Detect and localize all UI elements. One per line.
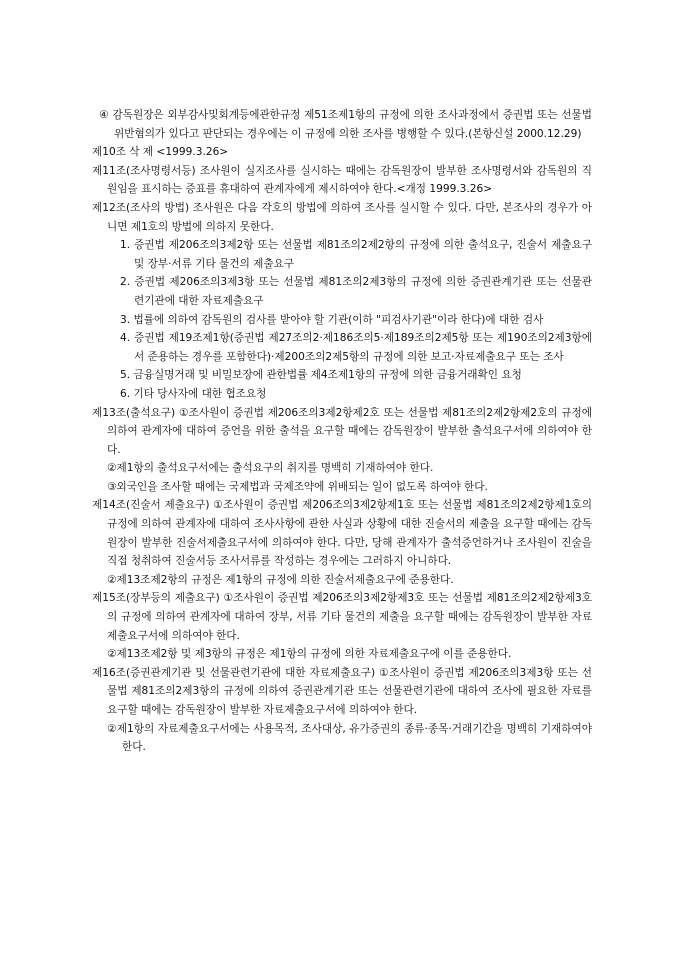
document-body bbox=[92, 106, 592, 757]
paragraph: 2. 증권법 제206조의3제3항 또는 선물법 제81조의2제3항의 규정에 의한 증권관계기관 또는 선물관련기관에 대한 자료제출요구 bbox=[120, 276, 592, 307]
paragraph: ②제13조제2항 및 제3항의 규정은 제1항의 규정에 의한 자료제출요구에 이를 준용한다. bbox=[107, 648, 512, 661]
paragraph: 6. 기타 당사자에 대한 협조요청 bbox=[120, 387, 267, 400]
paragraph: 제14조(진술서 제출요구) ①조사원이 증권법 제206조의3제2항제1호 또는 선물법 제81조의2제2항제1호의 규정에 의하여 관계자에 대하여 조사사항에 관한 사실과 상황에 대한 진술서의 제출을 요구할 때에는 감독원장이 발부한 진술서제출요구서에 의하여야 한다. 다만, 당해 관계자가 출석증언하거나 조사원이 진술을 직접 청취하여 진술서등 조사서류를 작성하는 경우에는 그러하지 아니하다. bbox=[92, 499, 592, 568]
paragraph: ④ 감독원장은 외부감사및회계등에관한규정 제51조제1항의 규정에 의한 조사과정에서 증권법 또는 선물법 위반혐의가 있다고 판단되는 경우에는 이 규정에 의한 조사를 병행할 수 있다.(본항신설 2000.12.29) bbox=[99, 109, 592, 140]
paragraph: ③외국인을 조사할 때에는 국제법과 국제조약에 위배되는 일이 없도록 하여야 한다. bbox=[107, 480, 488, 493]
paragraph: 3. 법률에 의하여 감독원의 검사를 받아야 할 기관(이하 "피검사기관"이라 한다)에 대한 검사 bbox=[120, 313, 544, 326]
paragraph: ②제13조제2항의 규정은 제1항의 규정에 의한 진술서제출요구에 준용한다. bbox=[107, 573, 454, 586]
paragraph: 제13조(출석요구) ①조사원이 증권법 제206조의3제2항제2호 또는 선물법 제81조의2제2항제2호의 규정에 의하여 관계자에 대하여 증언을 위한 출석을 요구할 때에는 감독원장이 발부한 출석요구서에 의하여야 한다. bbox=[92, 406, 592, 456]
paragraph: 제11조(조사명령서등) 조사원이 실지조사를 실시하는 때에는 감독원장이 발부한 조사명령서와 감독원의 직원임을 표시하는 증표를 휴대하여 관계자에게 제시하여야 한다.<개정 1999.3.26> bbox=[92, 164, 592, 196]
paragraph: ②제1항의 출석요구서에는 출석요구의 취지를 명백히 기재하여야 한다. bbox=[107, 462, 434, 475]
paragraph: 5. 금융실명거래 및 비밀보장에 관한법률 제4조제1항의 규정에 의한 금융거래확인 요청 bbox=[120, 369, 522, 382]
paragraph: 1. 증권법 제206조의3제2항 또는 선물법 제81조의2제2항의 규정에 의한 출석요구, 진술서 제출요구 및 장부·서류 기타 물건의 제출요구 bbox=[120, 239, 592, 270]
paragraph: 제10조 삭 제 <1999.3.26> bbox=[92, 146, 229, 159]
paragraph: 제16조(증권관계기관 및 선물관련기관에 대한 자료제출요구) ①조사원이 증권법 제206조의3제3항 또는 선물법 제81조의2제3항의 규정에 의하여 증권관계기관 또는 선물관련기관에 대하여 조사에 필요한 자료를 요구할 때에는 감독원장이 발부한 자료제출요구서에 의하여야 한다. bbox=[92, 666, 592, 716]
paragraph: 제15조(장부등의 제출요구) ①조사원이 증권법 제206조의3제2항제3호 또는 선물법 제81조의2제2항제3호의 규정에 의하여 관계자에 대하여 장부, 서류 기타 물건의 제출을 요구할 때에는 감독원장이 발부한 자료제출요구서에 의하여야 한다. bbox=[92, 592, 592, 642]
paragraph: ②제1항의 자료제출요구서에는 사용목적, 조사대상, 유가증권의 종류·종목·거래기간을 명백히 기재하여야 한다. bbox=[107, 722, 592, 754]
paragraph: 제12조(조사의 방법) 조사원은 다음 각호의 방법에 의하여 조사를 실시할 수 있다. 다만, 본조사의 경우가 아니면 제1호의 방법에 의하지 못한다. bbox=[92, 201, 592, 233]
paragraph: 4. 증권법 제19조제1항(증권법 제27조의2·제186조의5·제189조의2제5항 또는 제190조의2제3항에서 준용하는 경우를 포함한다)·제200조의2제5항의 규정에 의한 보고·자료제출요구 또는 조사 bbox=[120, 332, 592, 363]
